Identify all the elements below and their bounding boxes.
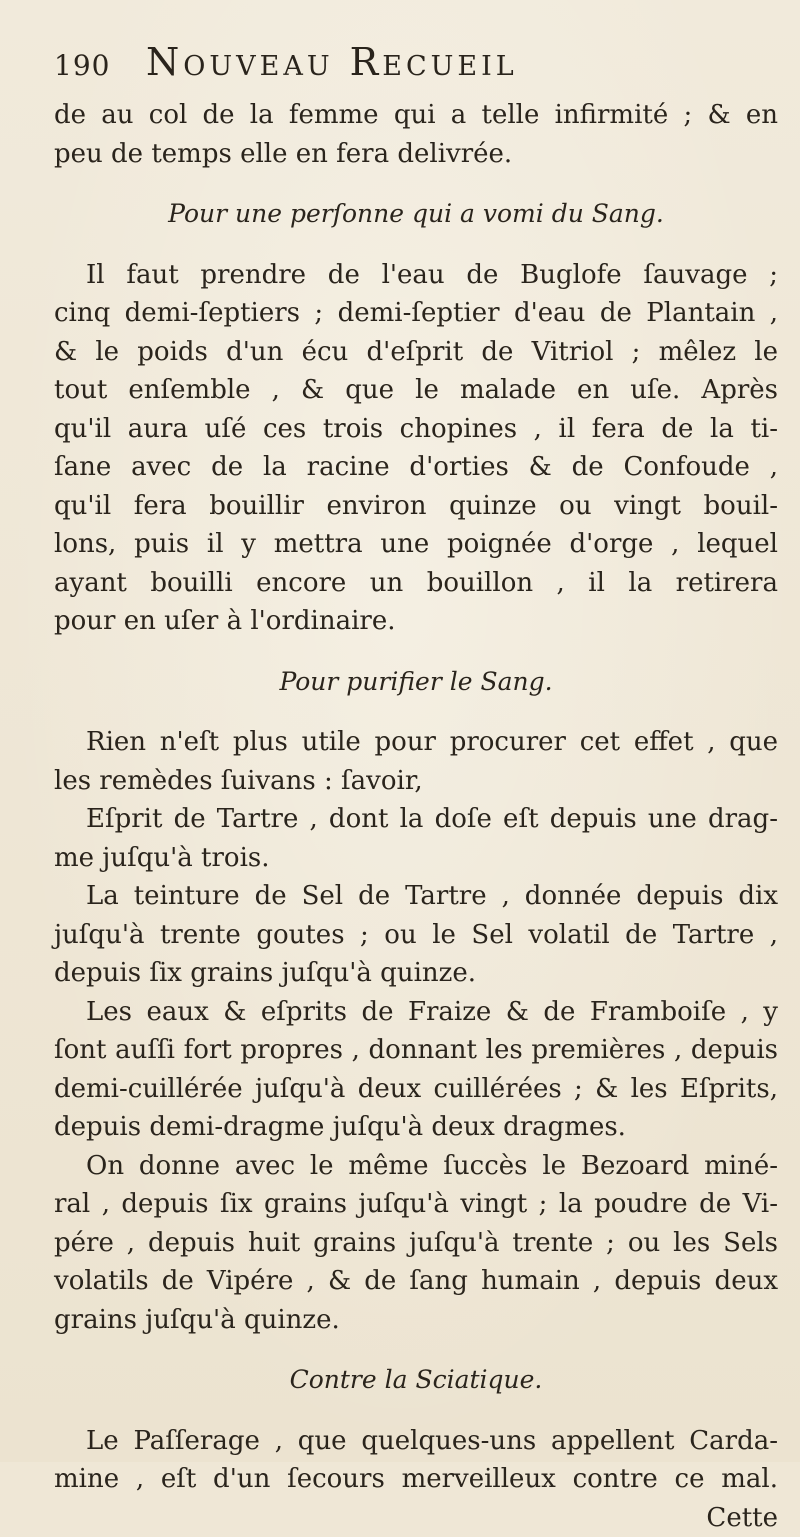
text-line: me juſqu'à trois.	[54, 839, 778, 878]
text-line: demi-cuillérée juſqu'à deux cuillérées ; & les Eſprits,	[54, 1070, 778, 1109]
text-line: volatils de Vipére , & de ſang humain , depuis deux	[54, 1262, 778, 1301]
text-line: ſont auſſi fort propres , donnant les premières , depuis	[54, 1031, 778, 1070]
text-line: Rien n'eſt plus utile pour procurer cet effet , que	[54, 723, 778, 762]
text-line: Les eaux & eſprits de Fraize & de Framboiſe , y	[54, 993, 778, 1032]
text-line: cinq demi-ſeptiers ; demi-ſeptier d'eau de Plantain ,	[54, 294, 778, 333]
section-heading-sciatique: Contre la Sciatique.	[54, 1361, 778, 1400]
text-line: qu'il fera bouillir environ quinze ou vingt bouil-	[54, 487, 778, 526]
text-line: ſane avec de la racine d'orties & de Confoude ,	[54, 448, 778, 487]
text-line: ayant bouilli encore un bouillon , il la retirera	[54, 564, 778, 603]
page-header	[54, 40, 778, 96]
text-line: & le poids d'un écu d'eſprit de Vitriol ; mêlez le	[54, 333, 778, 372]
text-line: On donne avec le même ſuccès le Bezoard miné-	[54, 1147, 778, 1186]
page-body	[54, 96, 778, 1537]
page-number: 190	[54, 49, 146, 82]
text-line: tout enſemble , & que le malade en uſe. Après	[54, 371, 778, 410]
section-heading-vomi: Pour une perſonne qui a vomi du Sang.	[54, 195, 778, 234]
text-line: La teinture de Sel de Tartre , donnée depuis dix	[54, 877, 778, 916]
text-line: les remèdes ſuivans : ſavoir,	[54, 762, 778, 801]
text-line: ral , depuis ſix grains juſqu'à vingt ; la poudre de Vi-	[54, 1185, 778, 1224]
text-line: mine , eſt d'un ſecours merveilleux contre ce mal.	[54, 1460, 778, 1499]
text-line: depuis demi-dragme juſqu'à deux dragmes.	[54, 1108, 778, 1147]
text-line: Il faut prendre de l'eau de Buglofe ſauvage ;	[54, 256, 778, 295]
text-line: depuis ſix grains juſqu'à quinze.	[54, 954, 778, 993]
catchword: Cette	[54, 1499, 778, 1537]
text-line: juſqu'à trente goutes ; ou le Sel volatil de Tartre ,	[54, 916, 778, 955]
text-line: Le Paſſerage , que quelques-uns appellent Carda-	[54, 1422, 778, 1461]
text-line: Eſprit de Tartre , dont la doſe eſt depuis une drag-	[54, 800, 778, 839]
text-line: grains juſqu'à quinze.	[54, 1301, 778, 1340]
text-line: de au col de la femme qui a telle infirmité ; & en	[54, 96, 778, 135]
text-line: pére , depuis huit grains juſqu'à trente ; ou les Sels	[54, 1224, 778, 1263]
text-line: pour en uſer à l'ordinaire.	[54, 602, 778, 641]
text-line: qu'il aura uſé ces trois chopines , il fera de la ti-	[54, 410, 778, 449]
section-heading-purifier: Pour purifier le Sang.	[54, 663, 778, 702]
text-line: peu de temps elle en fera delivrée.	[54, 135, 778, 174]
running-head: Nouveau Recueil	[146, 40, 518, 84]
text-line: lons, puis il y mettra une poignée d'orge , lequel	[54, 525, 778, 564]
